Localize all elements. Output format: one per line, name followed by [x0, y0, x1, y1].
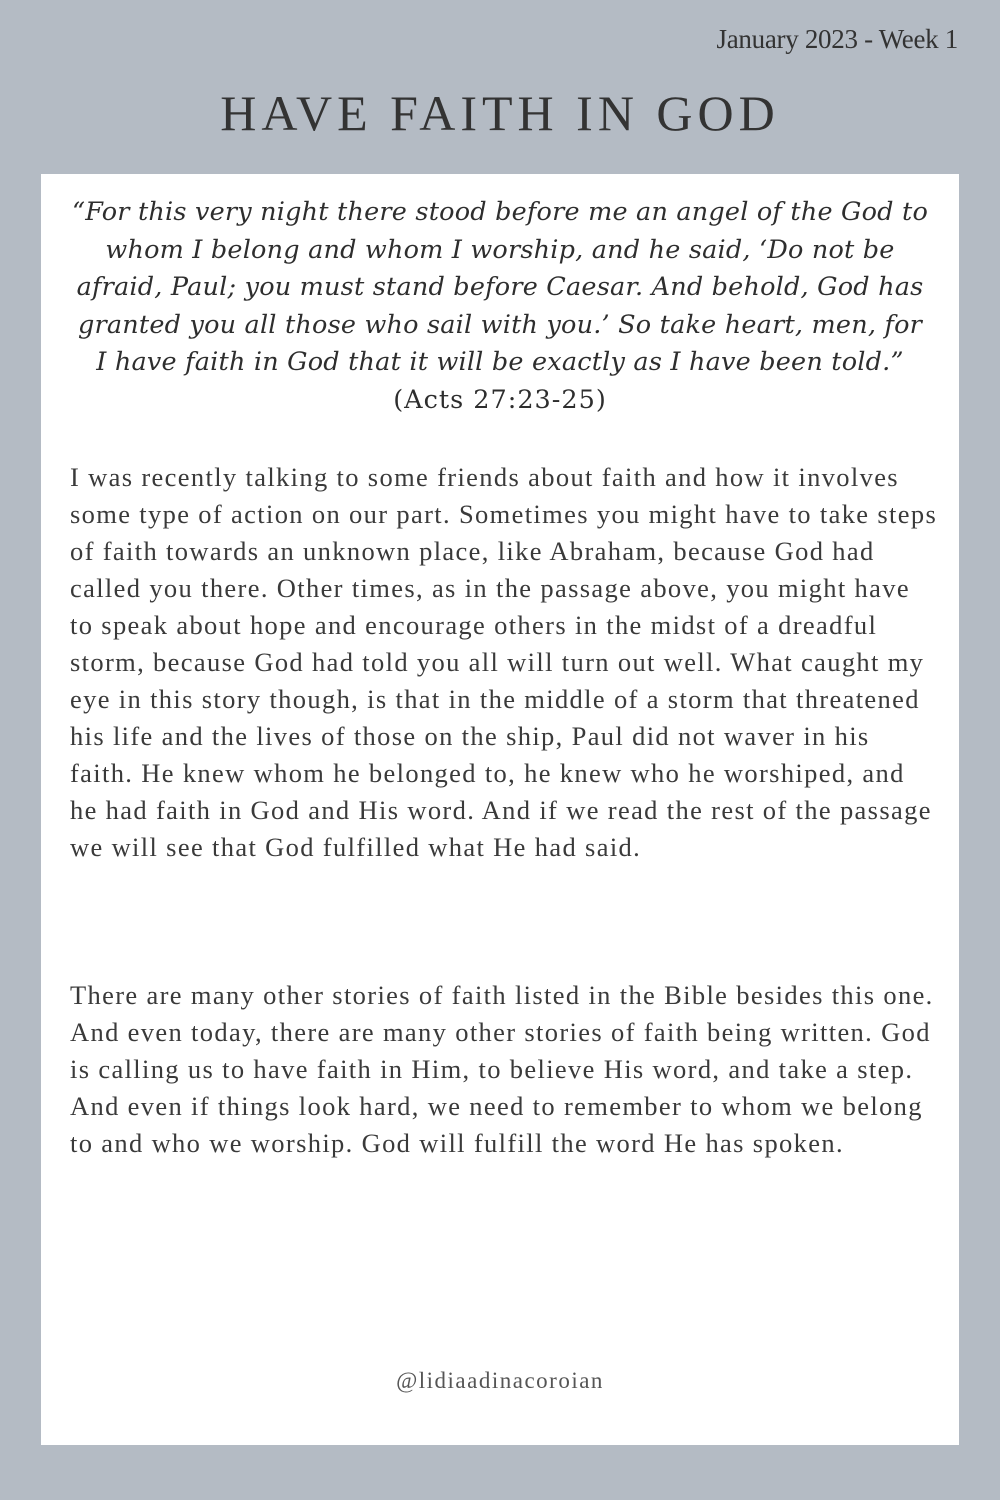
content-card	[41, 174, 959, 1445]
verse-quote: “For this very night there stood before me an angel of the God to whom I belong and whom I worship, and he said, ‘Do not be afraid, Paul; you must stand before Caesar. And behold, God has granted you all those who sail with you.’ So take heart, men, for I have faith in God that it will be exactly as I have been told.”	[71, 197, 928, 378]
body-paragraph-1: I was recently talking to some friends about faith and how it involves some type of action on our part. Sometimes you might have to take steps of faith towards an unknown place, like Abraham, because God had called you there. Other times, as in the passage above, you might have to speak about hope and encourage others in the midst of a dreadful storm, because God had told you all will turn out well. What caught my eye in this story though, is that in the middle of a storm that threatened his life and the lives of those on the ship, Paul did not waver in his faith. He knew whom he belonged to, he knew who he worshiped, and he had faith in God and His word. And if we read the rest of the passage we will see that God fulfilled what He had said.	[70, 462, 938, 862]
verse-reference: (Acts 27:23-25)	[393, 384, 607, 415]
author-handle: @lidiaadinacoroian	[396, 1368, 604, 1393]
date-label: January 2023 - Week 1	[716, 24, 958, 54]
body-paragraph-2: There are many other stories of faith listed in the Bible besides this one. And even today, there are many other stories of faith being written. God is calling us to have faith in Him, to believe His word, and take a step. And even if things look hard, we need to remember to whom we belong to and who we worship. God will fulfill the word He has spoken.	[70, 980, 934, 1158]
scripture-verse	[71, 194, 929, 420]
page-title: HAVE FAITH IN GOD	[220, 85, 780, 141]
